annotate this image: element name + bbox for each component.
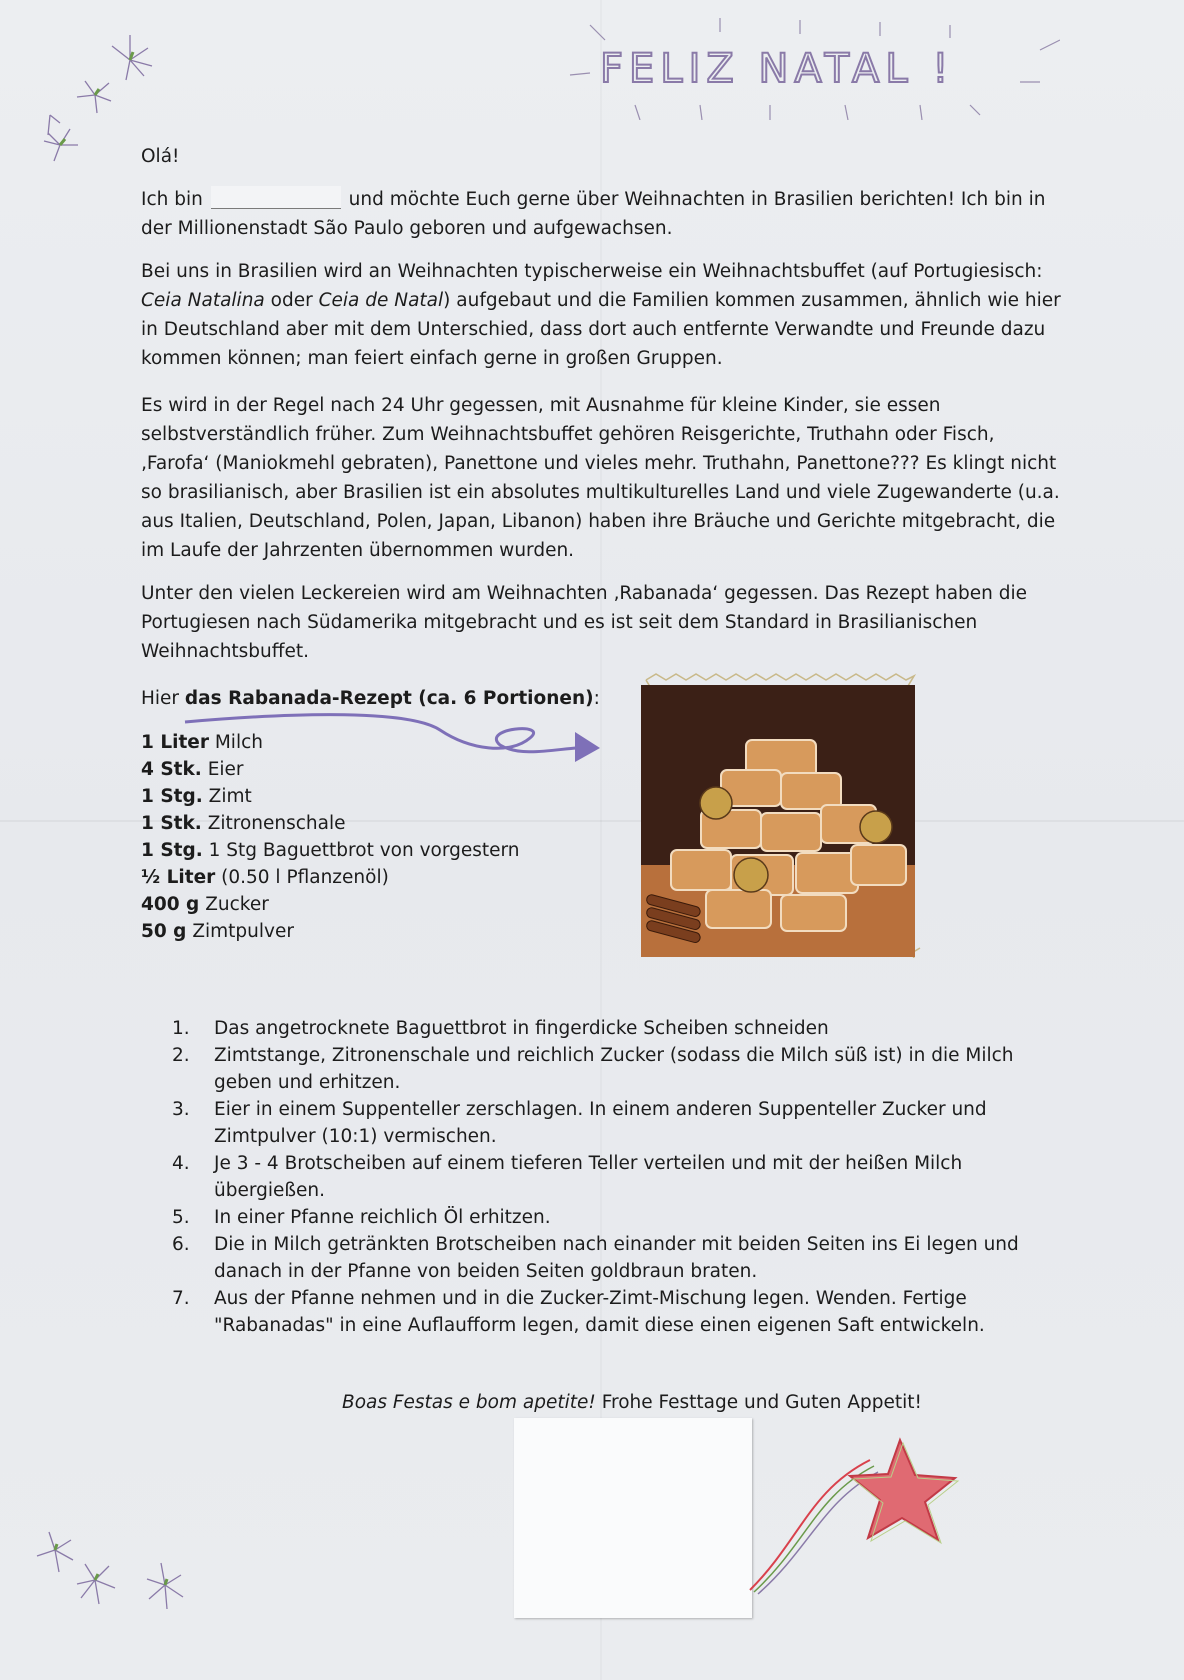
list-item: 1 Stg. Zimt <box>141 786 252 807</box>
dinner-time-paragraph: Es wird in der Regel nach 24 Uhr gegessen, mit Ausnahme für kleine Kinder, sie essen selbstverständlich früher. Zum Weihnachtsbuffet gehören Reisgerichte, Truthahn oder Fisch, ‚Farofa‘ (Maniokmehl gebraten), Panettone und vieles mehr. Truthahn, Panettone??? Es klingt nicht so brasilianisch, aber Brasilien ist ein absolutes multikulturelles Land und viele Zugewanderte (u.a. aus Italien, Deutschland, Polen, Japan, Libanon) haben ihre Bräuche und Gerichte mitgebracht, die im Laufe der Jahrzenten übernommen wurden. <box>141 395 1060 561</box>
rabanada-photo <box>641 685 915 957</box>
recipe-heading-end: : <box>593 688 600 709</box>
list-item: 7. Aus der Pfanne nehmen und in die Zucker-Zimt-Mischung legen. Wenden. Fertige "Rabanadas" in eine Auflaufform legen, damit diese einen eigenen Saft entwickeln. <box>172 1288 985 1336</box>
intro-before-name: Ich bin <box>141 189 203 210</box>
list-item: 6. Die in Milch getränkten Brotscheiben nach einander mit beiden Seiten ins Ei legen und danach in der Pfanne von beiden Seiten goldbraun braten. <box>172 1234 1019 1282</box>
intro-paragraph <box>141 185 1061 243</box>
p2-part3: ) aufgebaut und die Familien kommen zusammen, ähnlich wie hier in Deutschland aber mit dem Unterschied, dass dort auch entfernte Verwandte und Freunde dazu kommen können; man feiert einfach gerne in großen Gruppen. <box>141 290 1061 369</box>
closing-line <box>0 1392 1184 1413</box>
redacted-signature-box <box>514 1418 752 1618</box>
star-doodles-bottom-left-icon <box>25 1520 205 1650</box>
ingredient-list <box>141 729 1061 945</box>
closing-plain: Frohe Festtage und Guten Appetit! <box>595 1392 922 1413</box>
p2-part2: oder <box>264 290 319 311</box>
list-item: 400 g Zucker <box>141 894 269 915</box>
p2-italic-ceia-natalina: Ceia Natalina <box>141 290 265 311</box>
list-item: 1 Liter Milch <box>141 732 263 753</box>
list-item: 1. Das angetrocknete Baguettbrot in fingerdicke Scheiben schneiden <box>172 1018 829 1039</box>
list-item: 5. In einer Pfanne reichlich Öl erhitzen. <box>172 1207 551 1228</box>
recipe-heading-plain: Hier <box>141 688 185 709</box>
list-item: 1 Stg. 1 Stg Baguettbrot von vorgestern <box>141 840 520 861</box>
list-item: 50 g Zimtpulver <box>141 921 294 942</box>
title-text: FELIZ NATAL ! <box>600 46 955 92</box>
list-item: 1 Stk. Zitronenschale <box>141 813 346 834</box>
list-item: 4. Je 3 - 4 Brotscheiben auf einem tieferen Teller verteilen und mit der heißen Milch übergießen. <box>172 1153 963 1201</box>
intro-after-name: und möchte Euch gerne über Weihnachten in Brasilien berichten! Ich bin in der Millionenstadt São Paulo geboren und aufgewachsen. <box>141 189 1046 239</box>
christmas-buffet-paragraph <box>141 257 1061 373</box>
handwritten-title <box>560 10 1060 120</box>
p2-part1: Bei uns in Brasilien wird an Weihnachten typischerweise ein Weihnachtsbuffet (auf Portugiesisch: <box>141 261 1043 282</box>
list-item: 2. Zimtstange, Zitronenschale und reichlich Zucker (sodass die Milch süß ist) in die Milch geben und erhitzen. <box>172 1045 1014 1093</box>
rabanada-paragraph: Unter den vielen Leckereien wird am Weihnachten ‚Rabanada‘ gegessen. Das Rezept haben die Portugiesen nach Südamerika mitgebracht und es ist seit dem Standard in Brasilianischen Weihnachtsbuffet. <box>141 583 1028 662</box>
greeting: Olá! <box>141 146 180 167</box>
recipe-heading-bold: das Rabanada-Rezept (ca. 6 Portionen) <box>184 688 594 709</box>
shooting-star-icon <box>740 1430 980 1600</box>
list-item: ½ Liter (0.50 l Pflanzenöl) <box>141 867 389 888</box>
list-item: 3. Eier in einem Suppenteller zerschlagen. In einem anderen Suppenteller Zucker und Zimtpulver (10:1) vermischen. <box>172 1099 987 1147</box>
p2-italic-ceia-de-natal: Ceia de Natal <box>318 290 444 311</box>
recipe-steps <box>172 1015 1052 1339</box>
list-item: 4 Stk. Eier <box>141 759 244 780</box>
redacted-name <box>211 186 341 209</box>
closing-italic: Boas Festas e bom apetite! <box>342 1392 596 1413</box>
